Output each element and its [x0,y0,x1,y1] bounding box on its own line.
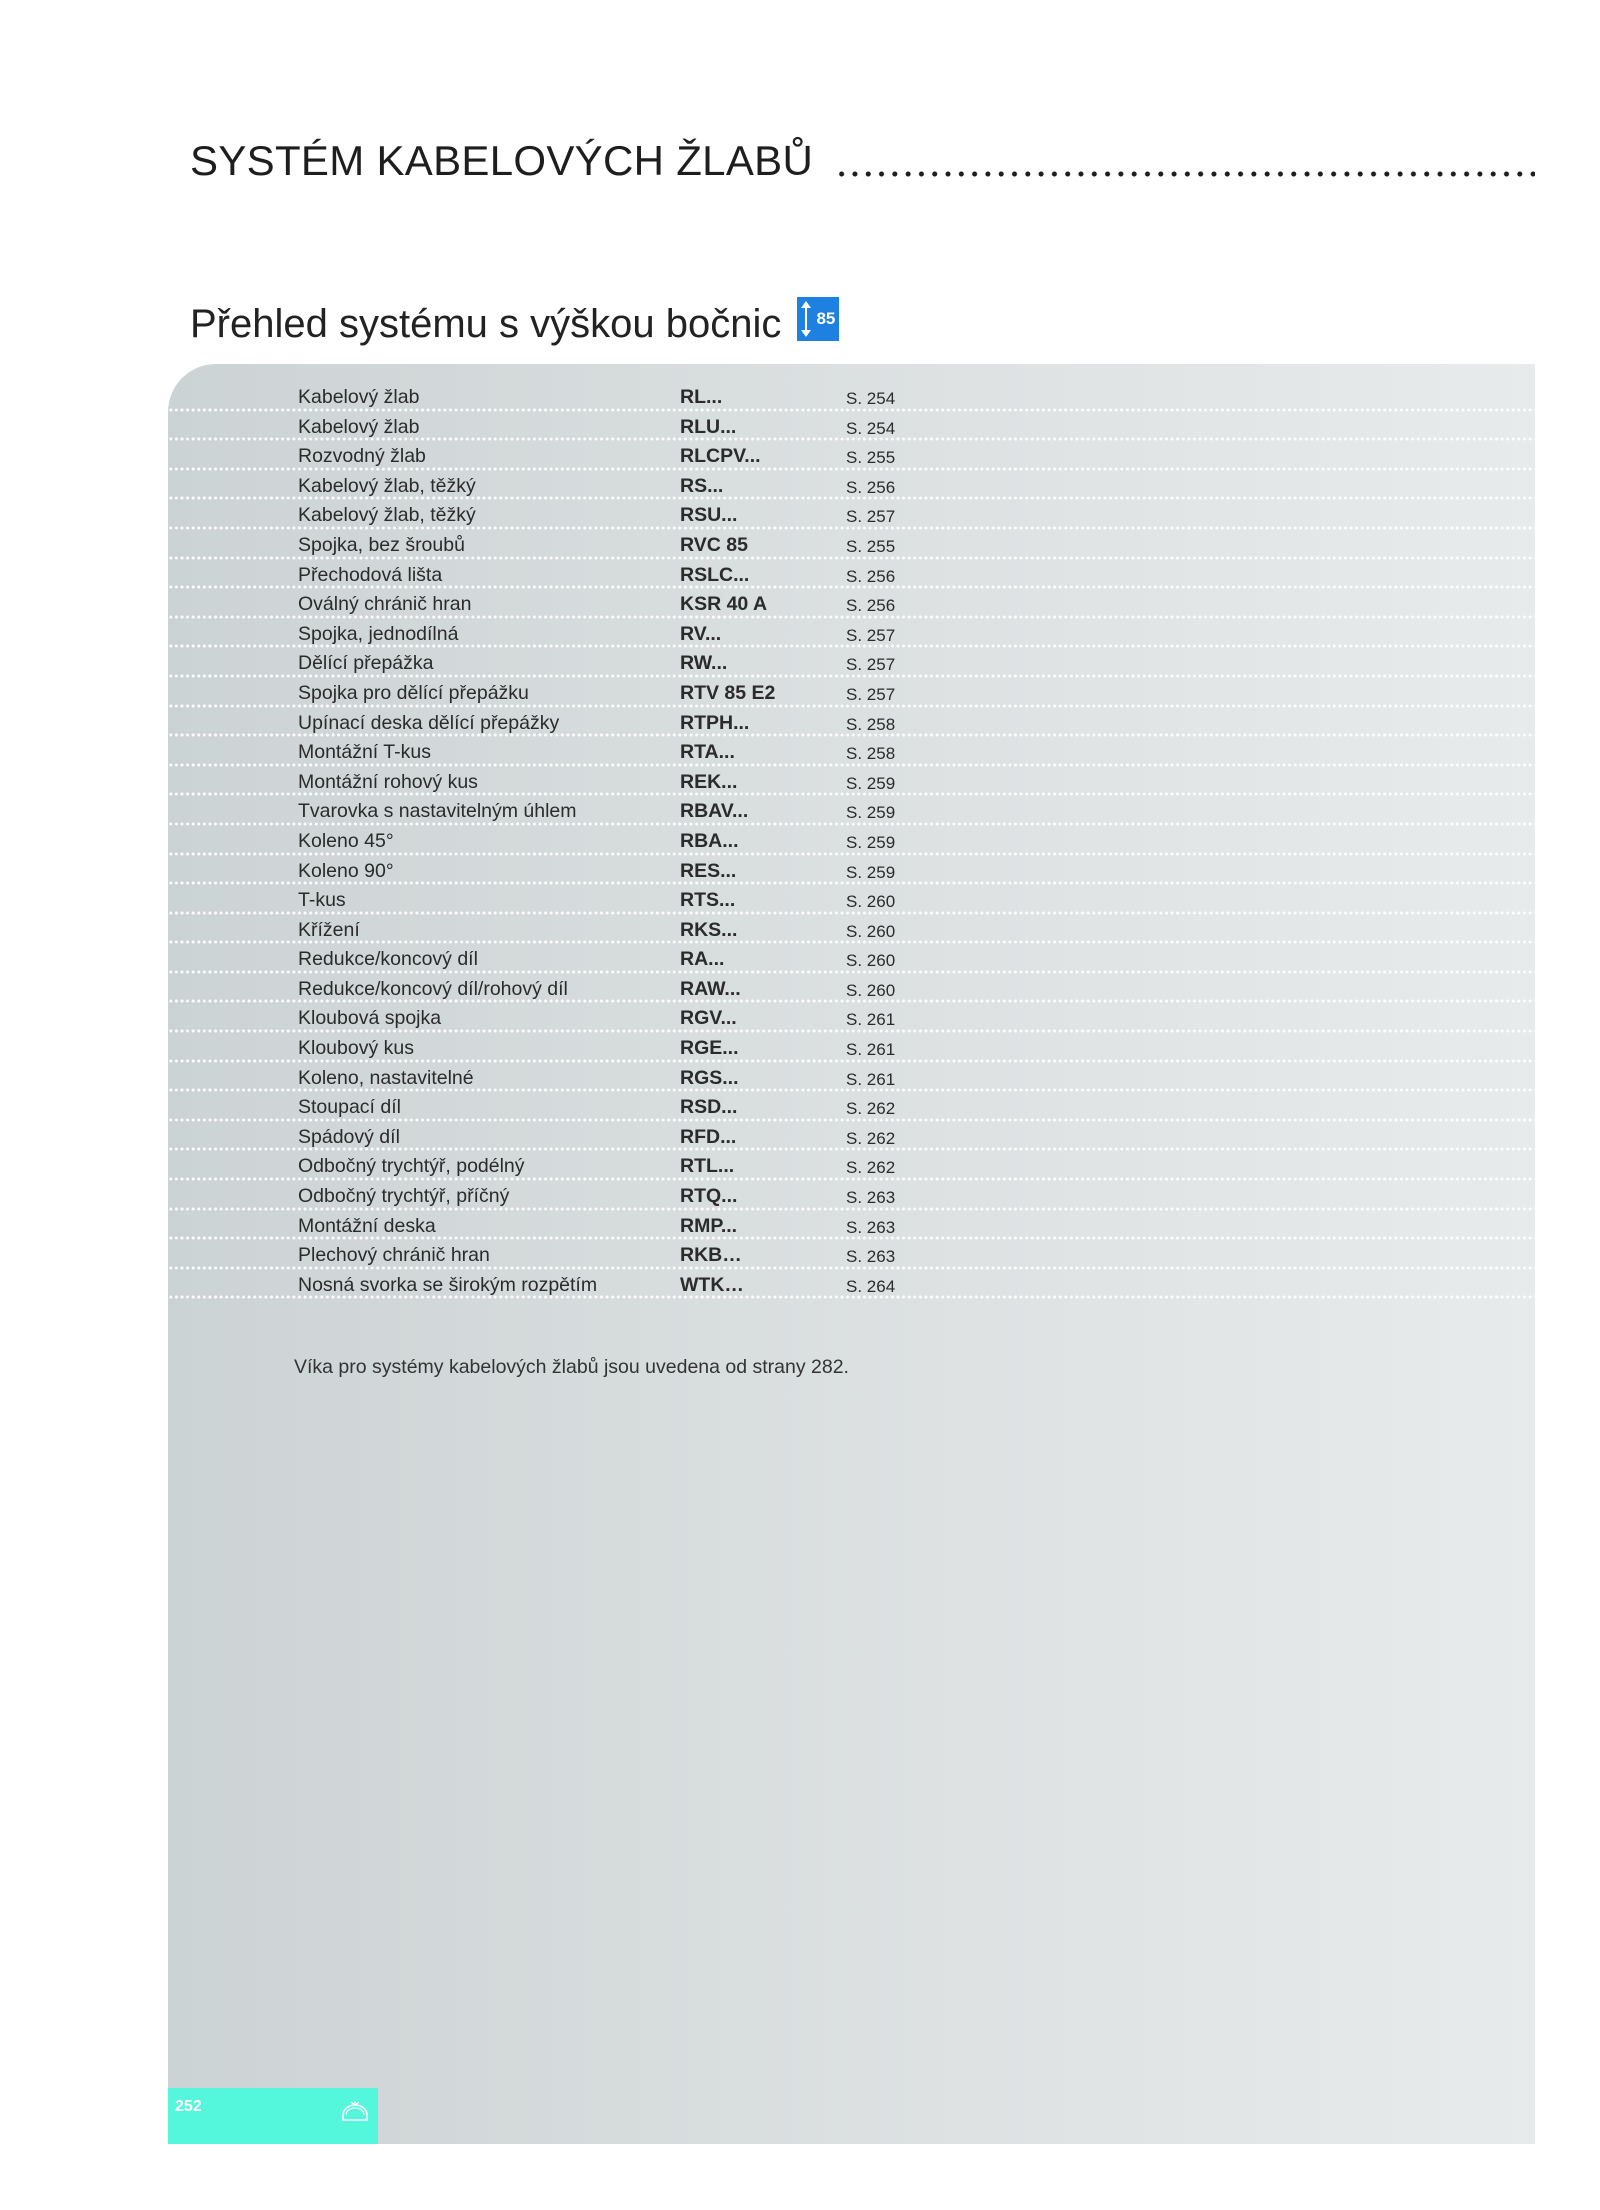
list-item [168,619,1535,649]
item-name: T-kus [298,889,346,912]
item-page: S. 256 [846,477,896,497]
list-item [168,1211,1535,1241]
page-header [190,122,1535,182]
list-item [168,1003,1535,1033]
item-code: RS... [680,474,724,497]
list-item [168,1151,1535,1181]
item-page: S. 262 [846,1099,896,1119]
item-name: Spádový díl [298,1125,400,1148]
item-page: S. 258 [846,744,896,764]
item-code: RLU... [680,415,737,438]
item-name: Kloubový kus [298,1037,414,1060]
list-item [168,530,1535,560]
list-item [168,974,1535,1004]
item-name: Redukce/koncový díl/rohový díl [298,977,568,1000]
list-item [168,382,1535,412]
item-code: RFD... [680,1125,737,1148]
section-title: Přehled systému s výškou bočnic [190,301,782,346]
item-code: RW... [680,652,728,675]
item-page: S. 254 [846,389,896,408]
list-item [168,500,1535,530]
footer-tab [168,2088,378,2144]
section-heading [190,298,839,350]
item-code: RTQ... [680,1185,738,1208]
item-page: S. 259 [846,862,896,882]
item-name: Kabelový žlab [298,386,420,408]
item-code: RGS... [680,1066,739,1089]
item-page: S. 260 [846,892,896,912]
item-name: Redukce/koncový díl [298,948,478,971]
item-code: RKB… [680,1244,742,1267]
height-arrow-icon [800,301,812,337]
list-item [168,915,1535,945]
item-page: S. 255 [846,536,896,556]
item-code: RSD... [680,1096,738,1119]
item-name: Nosná svorka se širokým rozpětím [298,1273,598,1296]
item-page: S. 263 [846,1217,896,1237]
cable-tray-icon [340,2100,370,2126]
item-name: Kabelový žlab, těžký [298,504,476,527]
item-page: S. 259 [846,832,896,852]
item-code: RBAV... [680,800,749,823]
item-name: Koleno 45° [298,829,394,852]
list-item [168,560,1535,590]
title-dotted-leader [835,170,1535,178]
item-code: RVC 85 [680,533,748,556]
item-name: Spojka, jednodílná [298,622,459,645]
item-name: Plechový chránič hran [298,1244,490,1267]
item-name: Koleno 90° [298,859,394,882]
item-code: RL... [680,386,723,408]
list-item [168,1240,1535,1270]
item-code: KSR 40 A [680,593,768,616]
item-code: RTS... [680,889,736,912]
item-page: S. 262 [846,1128,896,1148]
item-code: RMP... [680,1214,738,1237]
item-name: Spojka pro dělící přepážku [298,681,529,704]
badge-value: 85 [816,309,836,328]
item-name: Kabelový žlab, těžký [298,474,476,497]
list-item [168,589,1535,619]
item-page: S. 254 [846,418,896,438]
item-page: S. 259 [846,803,896,823]
item-page: S. 255 [846,448,896,468]
item-code: RAW... [680,977,741,1000]
item-code: RA... [680,948,725,971]
item-name: Přechodová lišta [298,563,443,586]
item-name: Kloubová spojka [298,1007,442,1030]
list-item [168,796,1535,826]
page-number: 252 [175,2098,202,2115]
item-page: S. 256 [846,566,896,586]
item-name: Koleno, nastavitelné [298,1066,474,1089]
side-height-badge [797,297,839,341]
list-item [168,1181,1535,1211]
list-item [168,1122,1535,1152]
item-name: Spojka, bez šroubů [298,533,465,556]
list-item [168,708,1535,738]
item-page: S. 260 [846,921,896,941]
item-code: WTK… [680,1273,744,1296]
item-code: RTPH... [680,711,750,734]
item-code: RLCPV... [680,445,761,468]
list-item [168,412,1535,442]
item-code: RTL... [680,1155,735,1178]
item-name: Stoupací díl [298,1096,401,1119]
item-code: RSU... [680,504,738,527]
list-item [168,1063,1535,1093]
item-name: Křížení [298,918,360,941]
item-page: S. 260 [846,980,896,1000]
item-name: Rozvodný žlab [298,445,426,468]
list-item [168,1033,1535,1063]
list-item [168,856,1535,886]
list-item [168,1092,1535,1122]
item-code: RKS... [680,918,738,941]
item-name: Oválný chránič hran [298,593,472,616]
item-code: RES... [680,859,737,882]
list-item [168,471,1535,501]
item-page: S. 263 [846,1247,896,1267]
list-item [168,885,1535,915]
item-code: RSLC... [680,563,750,586]
item-name: Montážní T-kus [298,741,431,764]
item-page: S. 263 [846,1188,896,1208]
item-code: RGV... [680,1007,737,1030]
footnote: Víka pro systémy kabelových žlabů jsou uvedena od strany 282. [294,1356,849,1378]
item-name: Odbočný trychtýř, podélný [298,1155,525,1178]
item-page: S. 257 [846,625,896,645]
item-page: S. 257 [846,655,896,675]
item-page: S. 264 [846,1276,896,1296]
product-list [168,382,1535,1299]
item-page: S. 257 [846,507,896,527]
item-name: Upínací deska dělící přepážky [298,711,560,734]
item-page: S. 262 [846,1158,896,1178]
list-item [168,737,1535,767]
item-name: Kabelový žlab [298,415,420,438]
item-code: RTA... [680,741,735,764]
item-name: Montážní rohový kus [298,770,478,793]
item-page: S. 260 [846,951,896,971]
list-item [168,944,1535,974]
item-code: RTV 85 E2 [680,681,776,704]
list-item [168,767,1535,797]
list-item [168,826,1535,856]
item-code: RBA... [680,829,739,852]
list-item [168,441,1535,471]
item-name: Dělící přepážka [298,652,434,675]
item-page: S. 261 [846,1010,896,1030]
list-item [168,648,1535,678]
list-item [168,678,1535,708]
content-panel [168,364,1535,2144]
item-page: S. 258 [846,714,896,734]
item-page: S. 261 [846,1040,896,1060]
item-code: REK... [680,770,738,793]
page-title: SYSTÉM KABELOVÝCH ŽLABŮ [190,137,814,184]
item-page: S. 256 [846,596,896,616]
item-page: S. 257 [846,684,896,704]
item-code: RV... [680,622,722,645]
item-code: RGE... [680,1037,739,1060]
item-name: Montážní deska [298,1214,436,1237]
item-page: S. 261 [846,1069,896,1089]
list-item [168,1270,1535,1300]
item-page: S. 259 [846,773,896,793]
item-name: Odbočný trychtýř, příčný [298,1185,510,1208]
item-name: Tvarovka s nastavitelným úhlem [298,800,577,823]
